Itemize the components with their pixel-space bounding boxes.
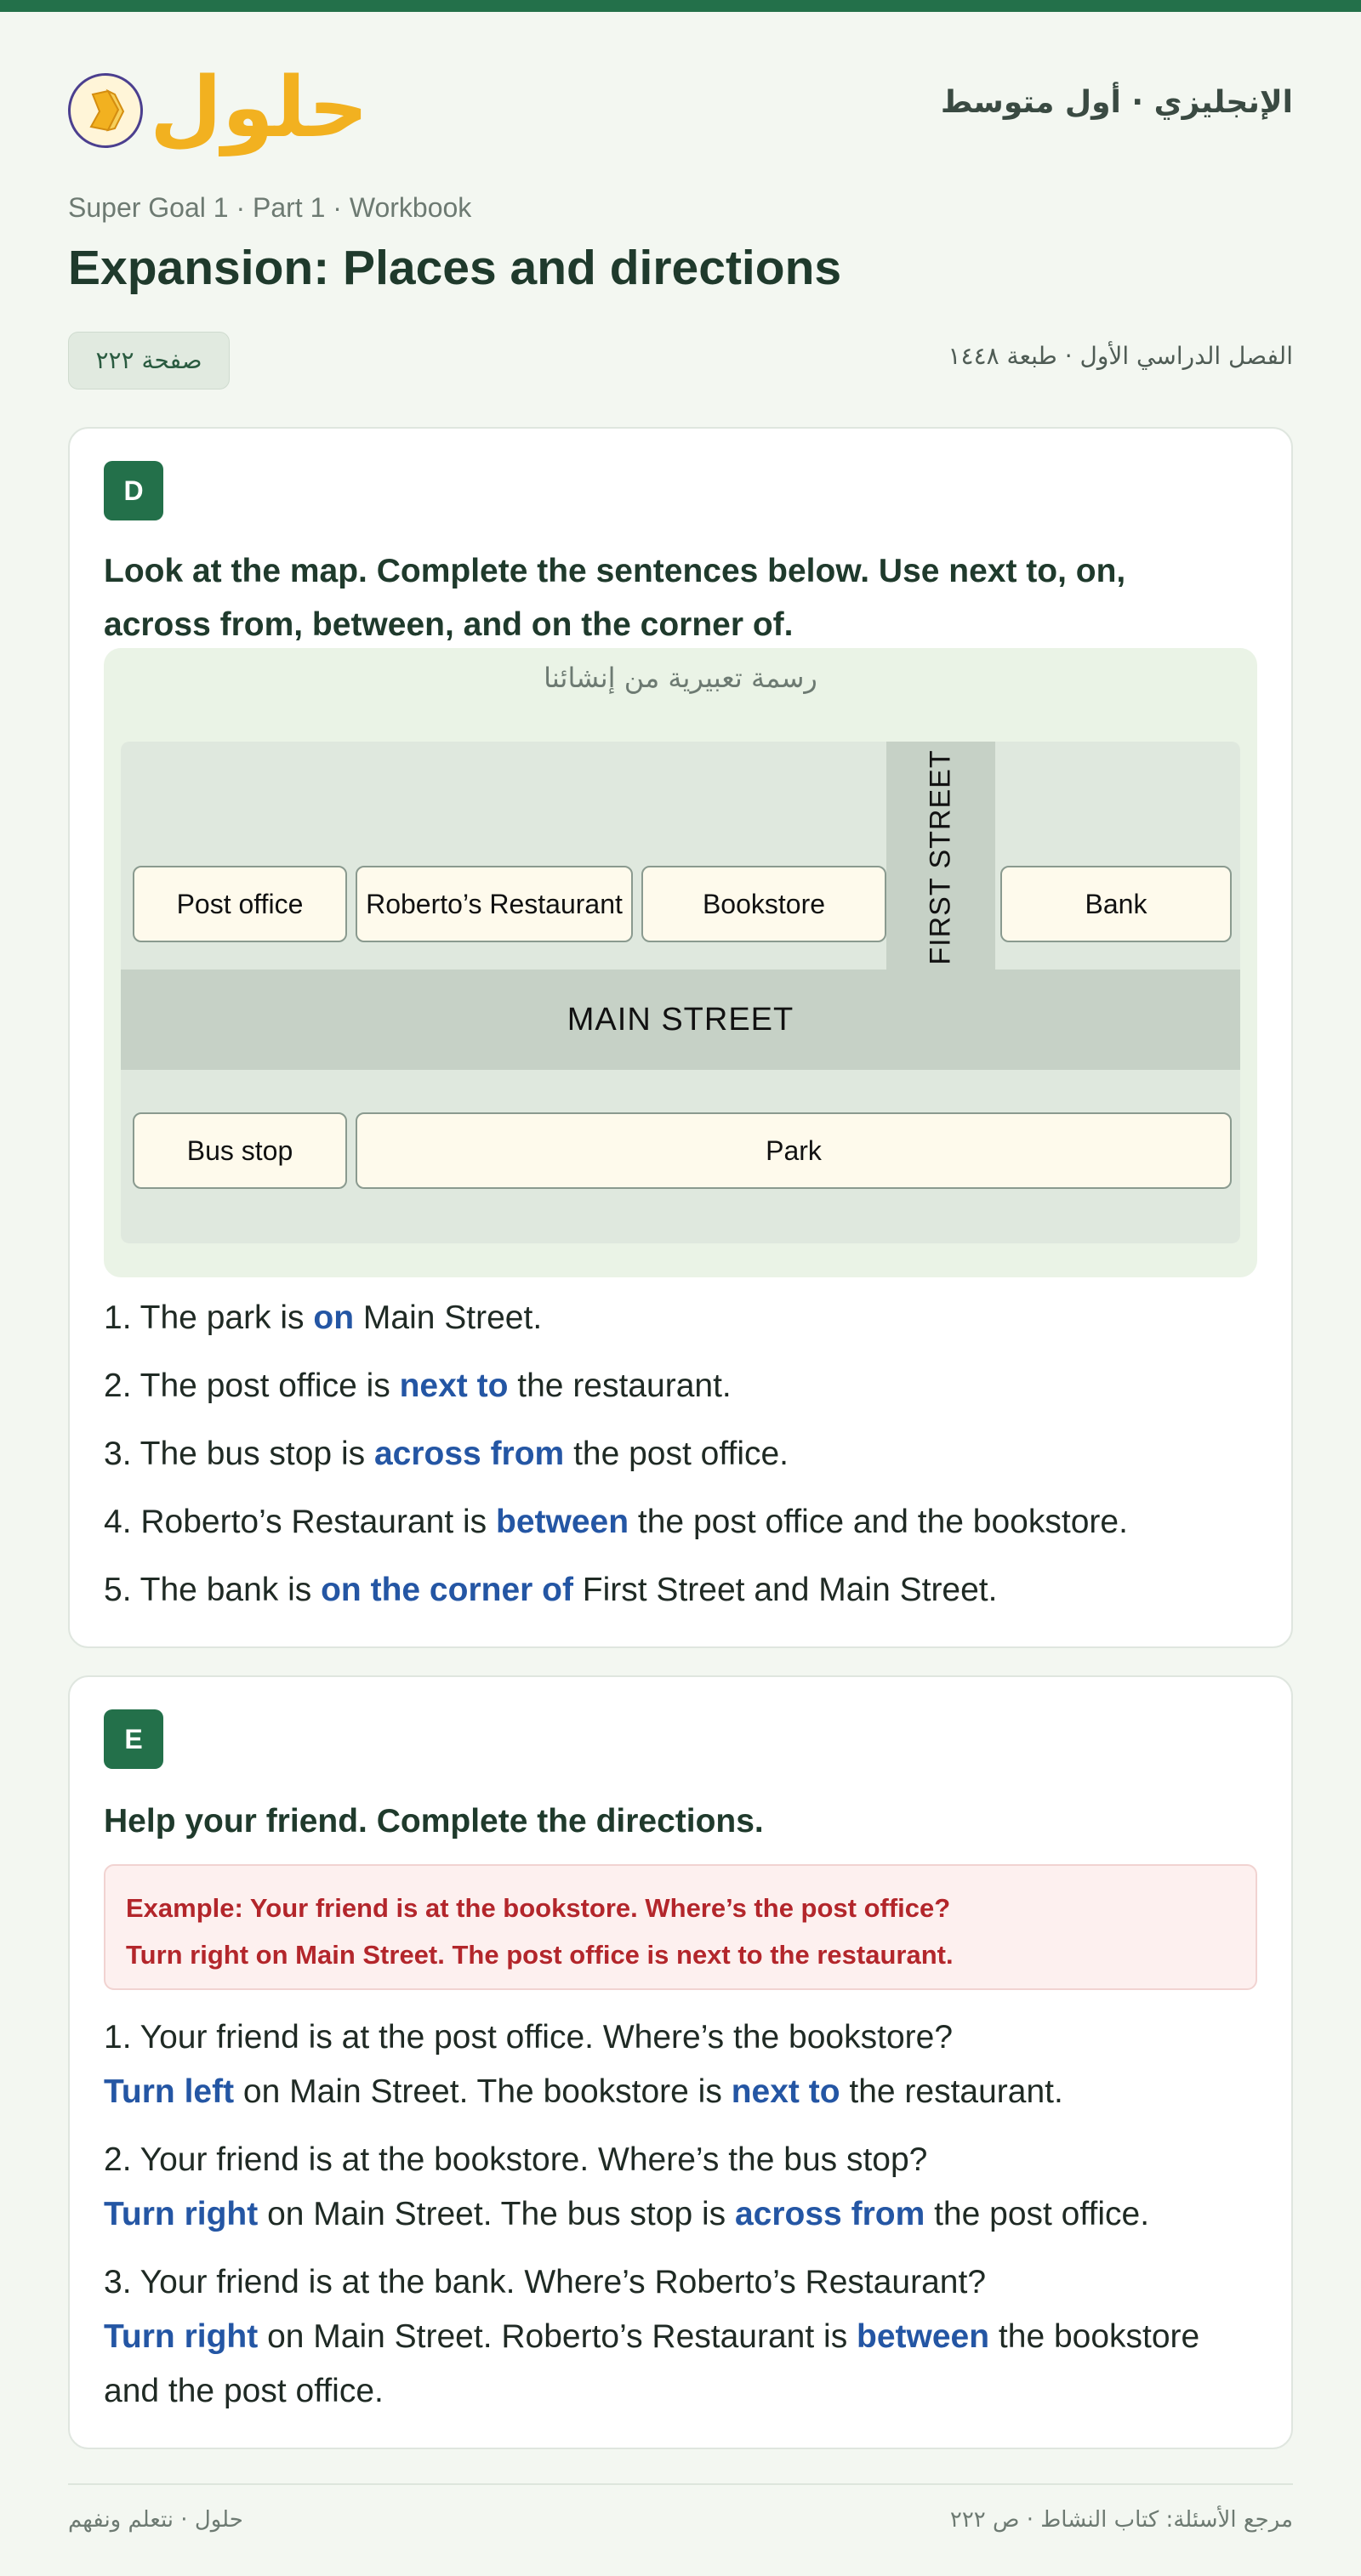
map-place-bookstore: Bookstore — [641, 866, 886, 942]
example-question: Example: Your friend is at the bookstore. Where’s the post office? — [126, 1893, 951, 1923]
item-question: 1. Your friend is at the post office. Where’s the bookstore? — [104, 2019, 954, 2056]
map-place-bank: Bank — [1000, 866, 1232, 942]
sentence-text: 3. The bus stop is — [104, 1436, 374, 1472]
answer-text: across from — [373, 1436, 565, 1472]
breadcrumb: Super Goal 1 · Part 1 · Workbook — [68, 192, 472, 223]
first-street-label: FIRST STREET — [924, 749, 957, 965]
map-place-post-office: Post office — [133, 866, 347, 942]
item-text: the post office. — [925, 2196, 1150, 2232]
direction-item — [104, 2255, 1261, 2419]
sentence-text: 1. The park is — [104, 1299, 314, 1336]
item-question: 2. Your friend is at the bookstore. Where’s the bus stop? — [104, 2141, 928, 2178]
sentence-text: the post office. — [564, 1436, 789, 1472]
logo[interactable] — [68, 60, 369, 156]
sentence-text: 2. The post office is — [104, 1368, 400, 1404]
direction-item — [104, 2133, 1261, 2242]
example-answer: Turn right on Main Street. The post office is next to the restaurant. — [126, 1940, 954, 1970]
exercise-sentence — [104, 1498, 1244, 1546]
sentence-text: 4. Roberto’s Restaurant is — [104, 1504, 497, 1540]
item-text: the bookstore and the post office. — [104, 2318, 1200, 2409]
section-badge: E — [104, 1709, 163, 1769]
map-place-park: Park — [356, 1112, 1232, 1189]
exercise-sentence — [104, 1430, 1244, 1478]
top-accent-bar — [0, 0, 1361, 12]
section-instruction: Look at the map. Complete the sentences below. Use next to, on, across from, between, and on the corner of. — [104, 553, 1126, 643]
logo-text: حلول — [150, 60, 369, 156]
item-text: the restaurant. — [840, 2073, 1063, 2110]
semester-label: الفصل الدراسي الأول · طبعة ١٤٤٨ — [948, 342, 1293, 370]
main-street-label: MAIN STREET — [567, 1002, 794, 1038]
item-question: 3. Your friend is at the bank. Where’s Roberto’s Restaurant? — [104, 2264, 987, 2300]
page-number-badge: صفحة ٢٢٢ — [68, 332, 230, 390]
map-place-bus-stop: Bus stop — [133, 1112, 347, 1189]
book-emblem-icon — [68, 73, 143, 148]
footer-divider — [68, 2483, 1293, 2485]
answer-text: next to — [399, 1368, 509, 1404]
answer-text: Turn left — [104, 2073, 235, 2110]
exercise-sentence — [104, 1294, 1244, 1342]
subject-title: الإنجليزي · أول متوسط — [940, 85, 1293, 120]
item-text: on Main Street. Roberto’s Restaurant is — [258, 2318, 857, 2355]
answer-text: between — [857, 2318, 990, 2355]
item-text: on Main Street. The bus stop is — [258, 2196, 735, 2232]
answer-text: Turn right — [104, 2196, 259, 2232]
page-header — [68, 60, 1293, 156]
sentence-text: the restaurant. — [508, 1368, 732, 1404]
answer-text: Turn right — [104, 2318, 259, 2355]
answer-text: between — [496, 1504, 629, 1540]
sentence-text: the post office and the bookstore. — [629, 1504, 1128, 1540]
item-text: on Main Street. The bookstore is — [234, 2073, 732, 2110]
exercise-sentence — [104, 1362, 1244, 1410]
footer-reference: مرجع الأسئلة: كتاب النشاط · ص ٢٢٢ — [949, 2507, 1293, 2533]
section-e-card — [68, 1675, 1293, 2449]
sentence-text: First Street and Main Street. — [572, 1572, 998, 1608]
footer-tagline: حلول · نتعلم ونفهم — [68, 2507, 243, 2533]
section-d-card — [68, 427, 1293, 1648]
exercise-sentence — [104, 1567, 1244, 1614]
section-badge: D — [104, 461, 163, 520]
sentence-text: Main Street. — [354, 1299, 543, 1336]
map-figure — [104, 648, 1257, 1277]
answer-text: on the corner of — [321, 1572, 573, 1608]
street-map — [121, 742, 1240, 1243]
direction-item — [104, 2010, 1261, 2119]
answer-text: next to — [731, 2073, 840, 2110]
example-box — [104, 1864, 1257, 1990]
sentence-text: 5. The bank is — [104, 1572, 322, 1608]
map-place-restaurant: Roberto’s Restaurant — [356, 866, 633, 942]
first-street — [886, 742, 995, 970]
map-caption: رسمة تعبيرية من إنشائنا — [544, 662, 817, 694]
main-street — [121, 970, 1240, 1070]
answer-text: across from — [734, 2196, 925, 2232]
answer-text: on — [313, 1299, 355, 1336]
page-title: Expansion: Places and directions — [68, 241, 842, 295]
section-instruction: Help your friend. Complete the directions. — [104, 1803, 764, 1840]
